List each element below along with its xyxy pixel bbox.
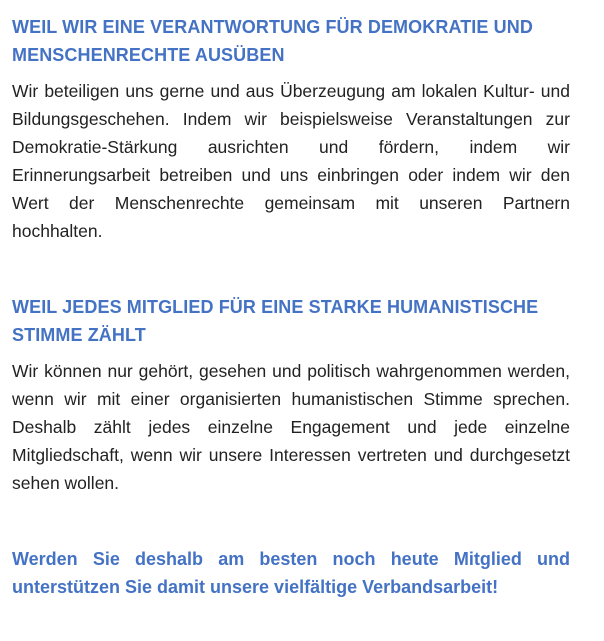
section-spacer xyxy=(12,497,570,545)
section-membership xyxy=(12,293,570,497)
section-heading-membership: WEIL JEDES MITGLIED FÜR EINE STARKE HUMANISTISCHE STIMME ZÄHLT xyxy=(12,297,539,345)
section-spacer xyxy=(12,245,570,293)
call-to-action-text: Werden Sie deshalb am besten noch heute Mitglied und unterstützen Sie damit unsere vielfältige Verbandsarbeit! xyxy=(12,549,570,597)
section-body-democracy: Wir beteiligen uns gerne und aus Überzeugung am lokalen Kultur- und Bildungsgeschehen. Indem wir beispielsweise Veranstaltungen zur Demokratie-Stärkung ausrichten und fördern, indem wir Erinnerungsarbeit betreiben und uns einbringen oder indem wir den Wert der Menschenrechte gemeinsam mit unseren Partnern hochhalten. xyxy=(12,81,570,241)
section-body-membership: Wir können nur gehört, gesehen und politisch wahrgenommen werden, wenn wir mit einer organisierten humanistischen Stimme sprechen. Deshalb zählt jedes einzelne Engagement und jede einzelne Mitgliedschaft, wenn wir unsere Interessen vertreten und durchgesetzt sehen wollen. xyxy=(12,361,570,493)
section-heading-democracy: WEIL WIR EINE VERANTWORTUNG FÜR DEMOKRATIE UND MENSCHENRECHTE AUSÜBEN xyxy=(12,17,533,65)
section-democracy xyxy=(12,13,570,245)
